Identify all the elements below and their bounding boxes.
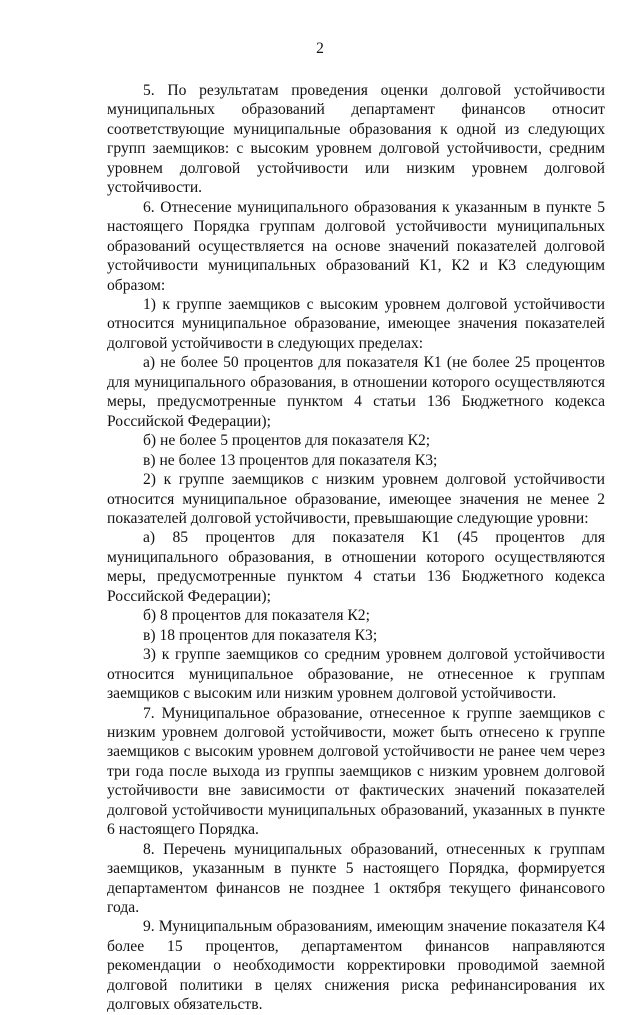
paragraph-subitem-6-2-a: а) 85 процентов для показателя К1 (45 процентов для муниципального образования, в отношении которого осуществляются меры, предусмотренные пунктом 4 статьи 136 Бюджетного кодекса Российской Федерации); (107, 529, 605, 605)
paragraph-item-9: 9. Муниципальным образованиям, имеющим значение показателя К4 более 15 процентов, департаментом финансов направляются рекомендации о необходимости корректировки проводимой заемной долговой политики в целях снижения риска рефинансирования их долговых обязательств. (107, 918, 605, 1014)
paragraph-subitem-6-1-a: а) не более 50 процентов для показателя К1 (не более 25 процентов для муниципального образования, в отношении которого осуществляются меры, предусмотренные пунктом 4 статьи 136 Бюджетного кодекса Российской Федерации); (107, 354, 605, 430)
document-body (107, 81, 605, 1015)
paragraph-subitem-6-1: 1) к группе заемщиков с высоким уровнем долговой устойчивости относится муниципальное образование, имеющее значения показателей долговой устойчивости в следующих пределах: (107, 295, 605, 352)
paragraph-subitem-6-2-b: б) 8 процентов для показателя К2; (143, 607, 370, 625)
paragraph-item-5: 5. По результатам проведения оценки долговой устойчивости муниципальных образований департамент финансов относит соответствующие муниципальные образования к одной из следующих групп заемщиков: с высоким уровнем долговой устойчивости, средним уровнем долговой устойчивости или низким уровнем долговой устойчивости. (107, 82, 605, 197)
paragraph-subitem-6-3: 3) к группе заемщиков со средним уровнем долговой устойчивости относится муниципальное образование, не отнесенное к группам заемщиков с высоким или низким уровнем долговой устойчивости. (107, 646, 605, 703)
paragraph-subitem-6-2: 2) к группе заемщиков с низким уровнем долговой устойчивости относится муниципальное образование, имеющее значения не менее 2 показателей долговой устойчивости, превышающие следующие уровни: (107, 471, 605, 527)
page-number: 2 (316, 40, 324, 57)
paragraph-item-8: 8. Перечень муниципальных образований, отнесенных к группам заемщиков, указанным в пункте 5 настоящего Порядка, формируется департаментом финансов не позднее 1 октября текущего финансового года. (107, 840, 605, 917)
paragraph-item-6: 6. Отнесение муниципального образования к указанным в пункте 5 настоящего Порядка группам долговой устойчивости муниципальных образований осуществляется на основе значений показателей долговой устойчивости муниципальных образований К1, К2 и К3 следующим образом: (107, 198, 605, 294)
paragraph-item-7: 7. Муниципальное образование, отнесенное к группе заемщиков с низким уровнем долговой устойчивости, может быть отнесено к группе заемщиков с высоким уровнем долговой устойчивости не ранее чем через три года после выхода из группы заемщиков с низким уровнем долговой устойчивости вне зависимости от фактических значений показателей долговой устойчивости муниципальных образований, указанных в пункте 6 настоящего Порядка. (107, 704, 605, 839)
paragraph-subitem-6-2-v: в) 18 процентов для показателя К3; (143, 626, 378, 644)
paragraph-subitem-6-1-b: б) не более 5 процентов для показателя К2; (143, 432, 431, 450)
paragraph-subitem-6-1-v: в) не более 13 процентов для показателя К3; (143, 451, 438, 469)
